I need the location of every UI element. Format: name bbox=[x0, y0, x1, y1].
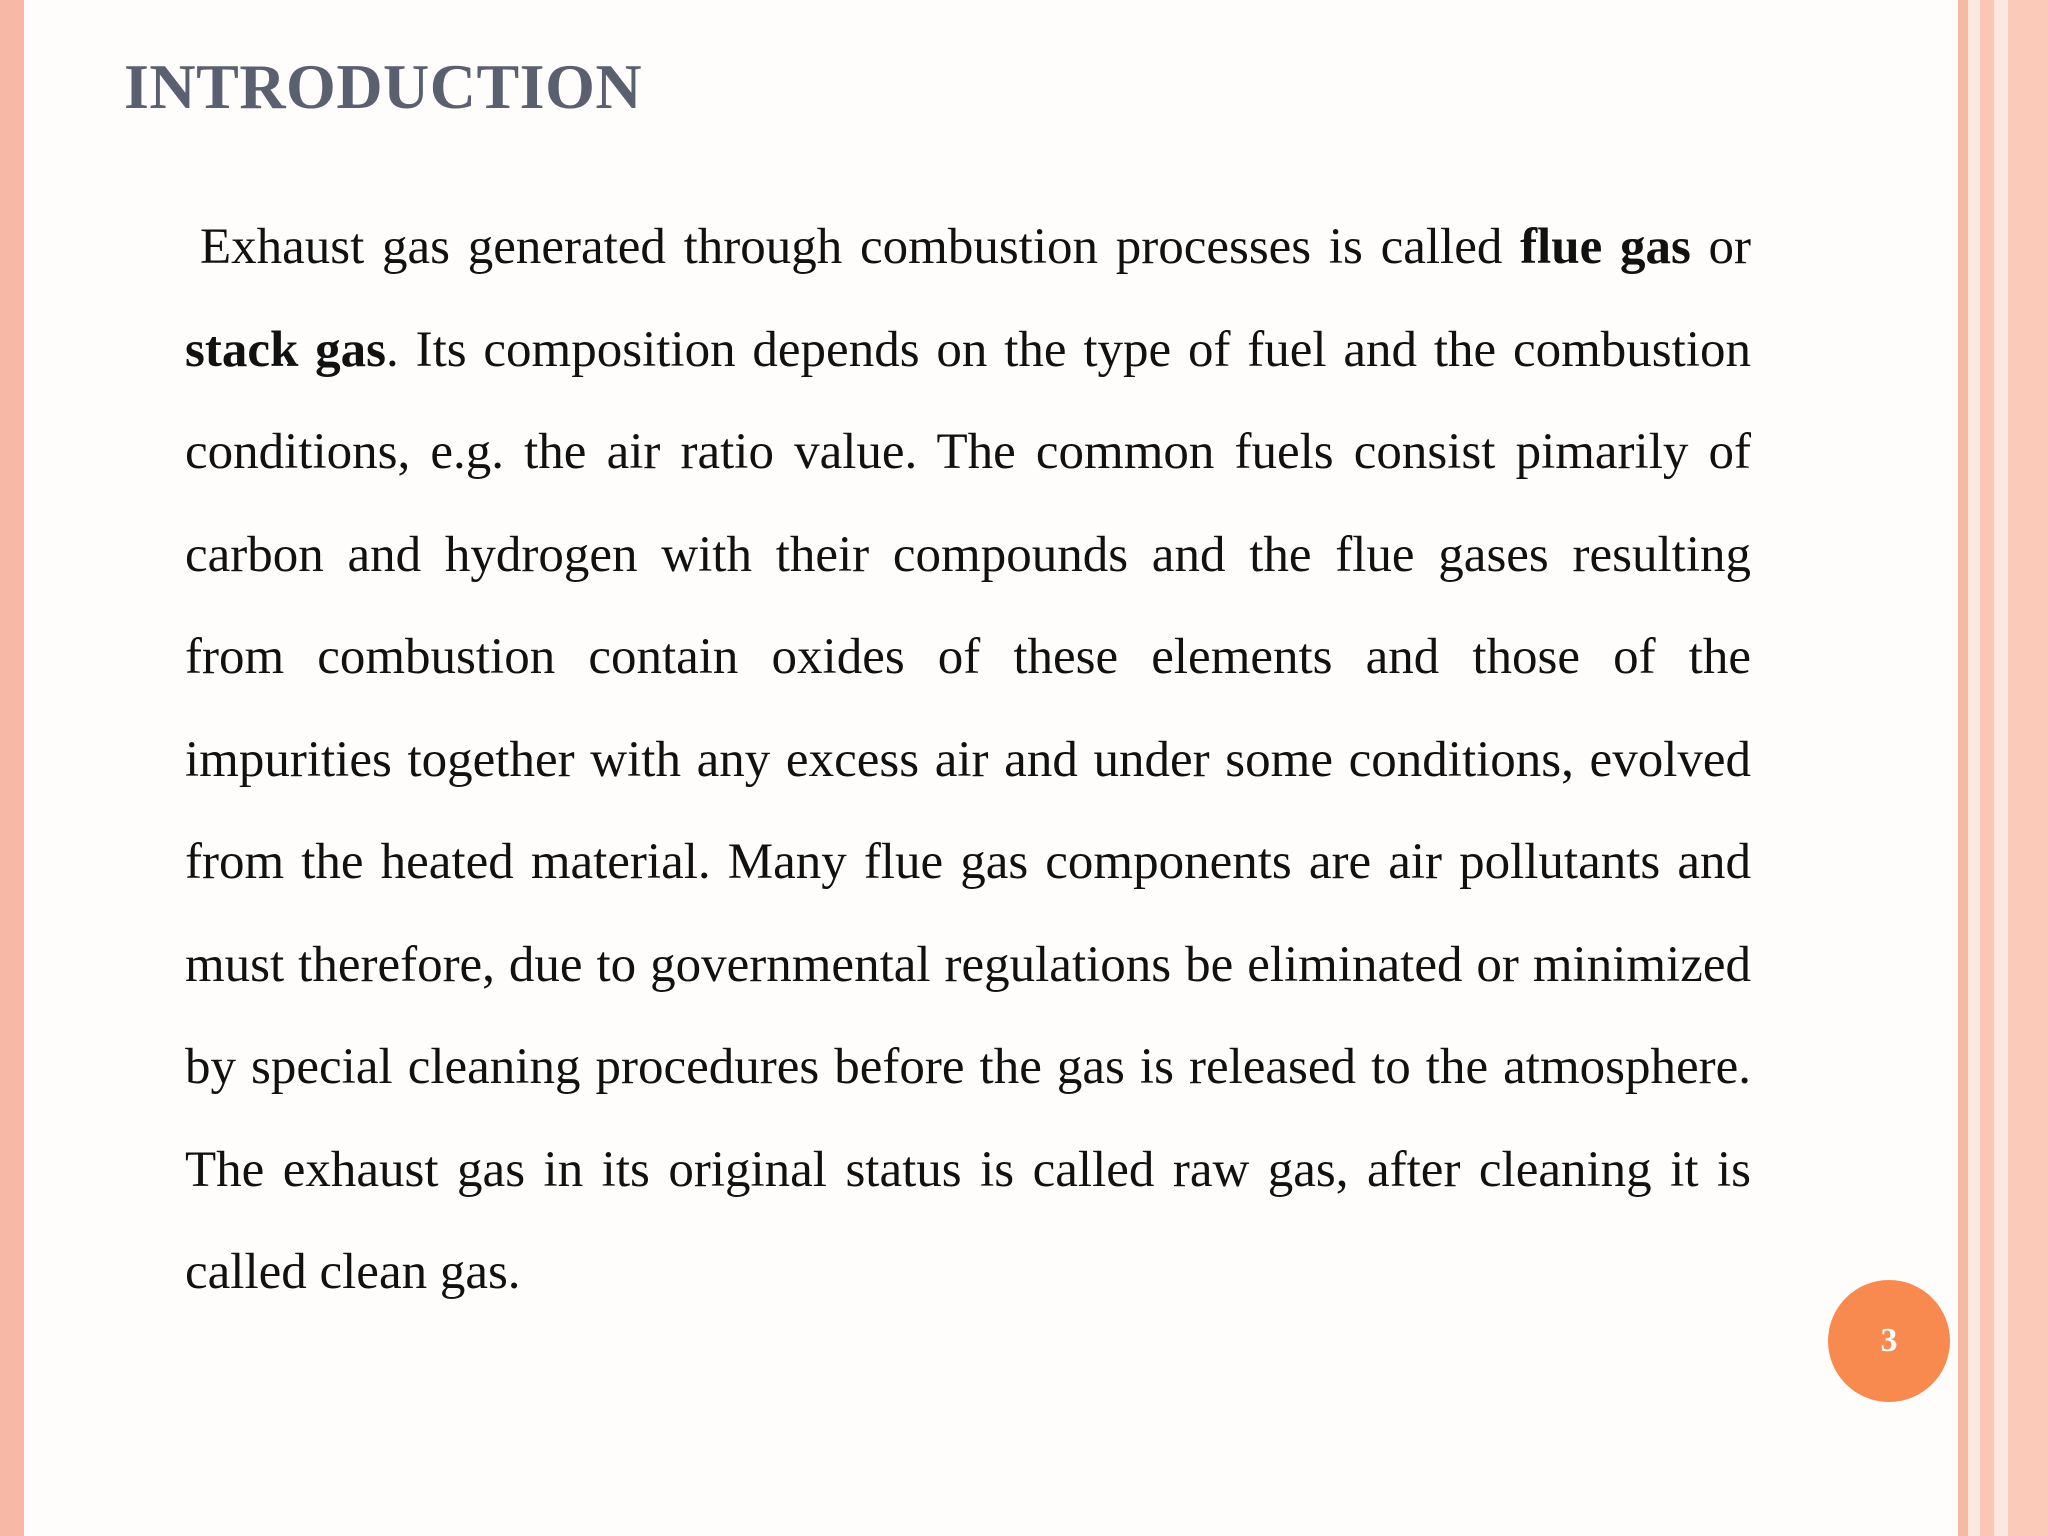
left-border-strip bbox=[0, 0, 24, 1536]
page-number-badge bbox=[1828, 1280, 1950, 1402]
paragraph-text: Exhaust gas generated through combustion processes is called bbox=[200, 219, 1521, 275]
right-border-strip bbox=[1994, 0, 2008, 1536]
term-flue-gas: flue gas bbox=[1520, 219, 1691, 275]
right-border-strip bbox=[2008, 0, 2048, 1536]
body-paragraph bbox=[185, 196, 1751, 1324]
right-border-strip bbox=[1958, 0, 1968, 1536]
paragraph-text: or bbox=[1690, 219, 1751, 275]
slide-title: INTRODUCTION bbox=[124, 51, 643, 122]
right-border-strip bbox=[1968, 0, 1980, 1536]
right-border-strip bbox=[1980, 0, 1994, 1536]
page-number: 3 bbox=[1880, 1322, 1898, 1359]
term-stack-gas: stack gas bbox=[185, 321, 387, 378]
paragraph-text: . Its composition depends on the type of fuel and the combustion conditions, e.g. the air ratio value. The common fuels consist pimarily of carbon and hydrogen with their compounds and the flue gases resulting from combustion contain oxides of these elements and those of the impurities together with any excess air and under some conditions, evolved from the heated material. Many flue gas components are air pollutants and must therefore, due to governmental regulations be eliminated or minimized by special cleaning procedures before the gas is released to the atmosphere. The exhaust gas in its original status is called raw gas, after cleaning it is called clean gas. bbox=[185, 321, 1751, 1300]
